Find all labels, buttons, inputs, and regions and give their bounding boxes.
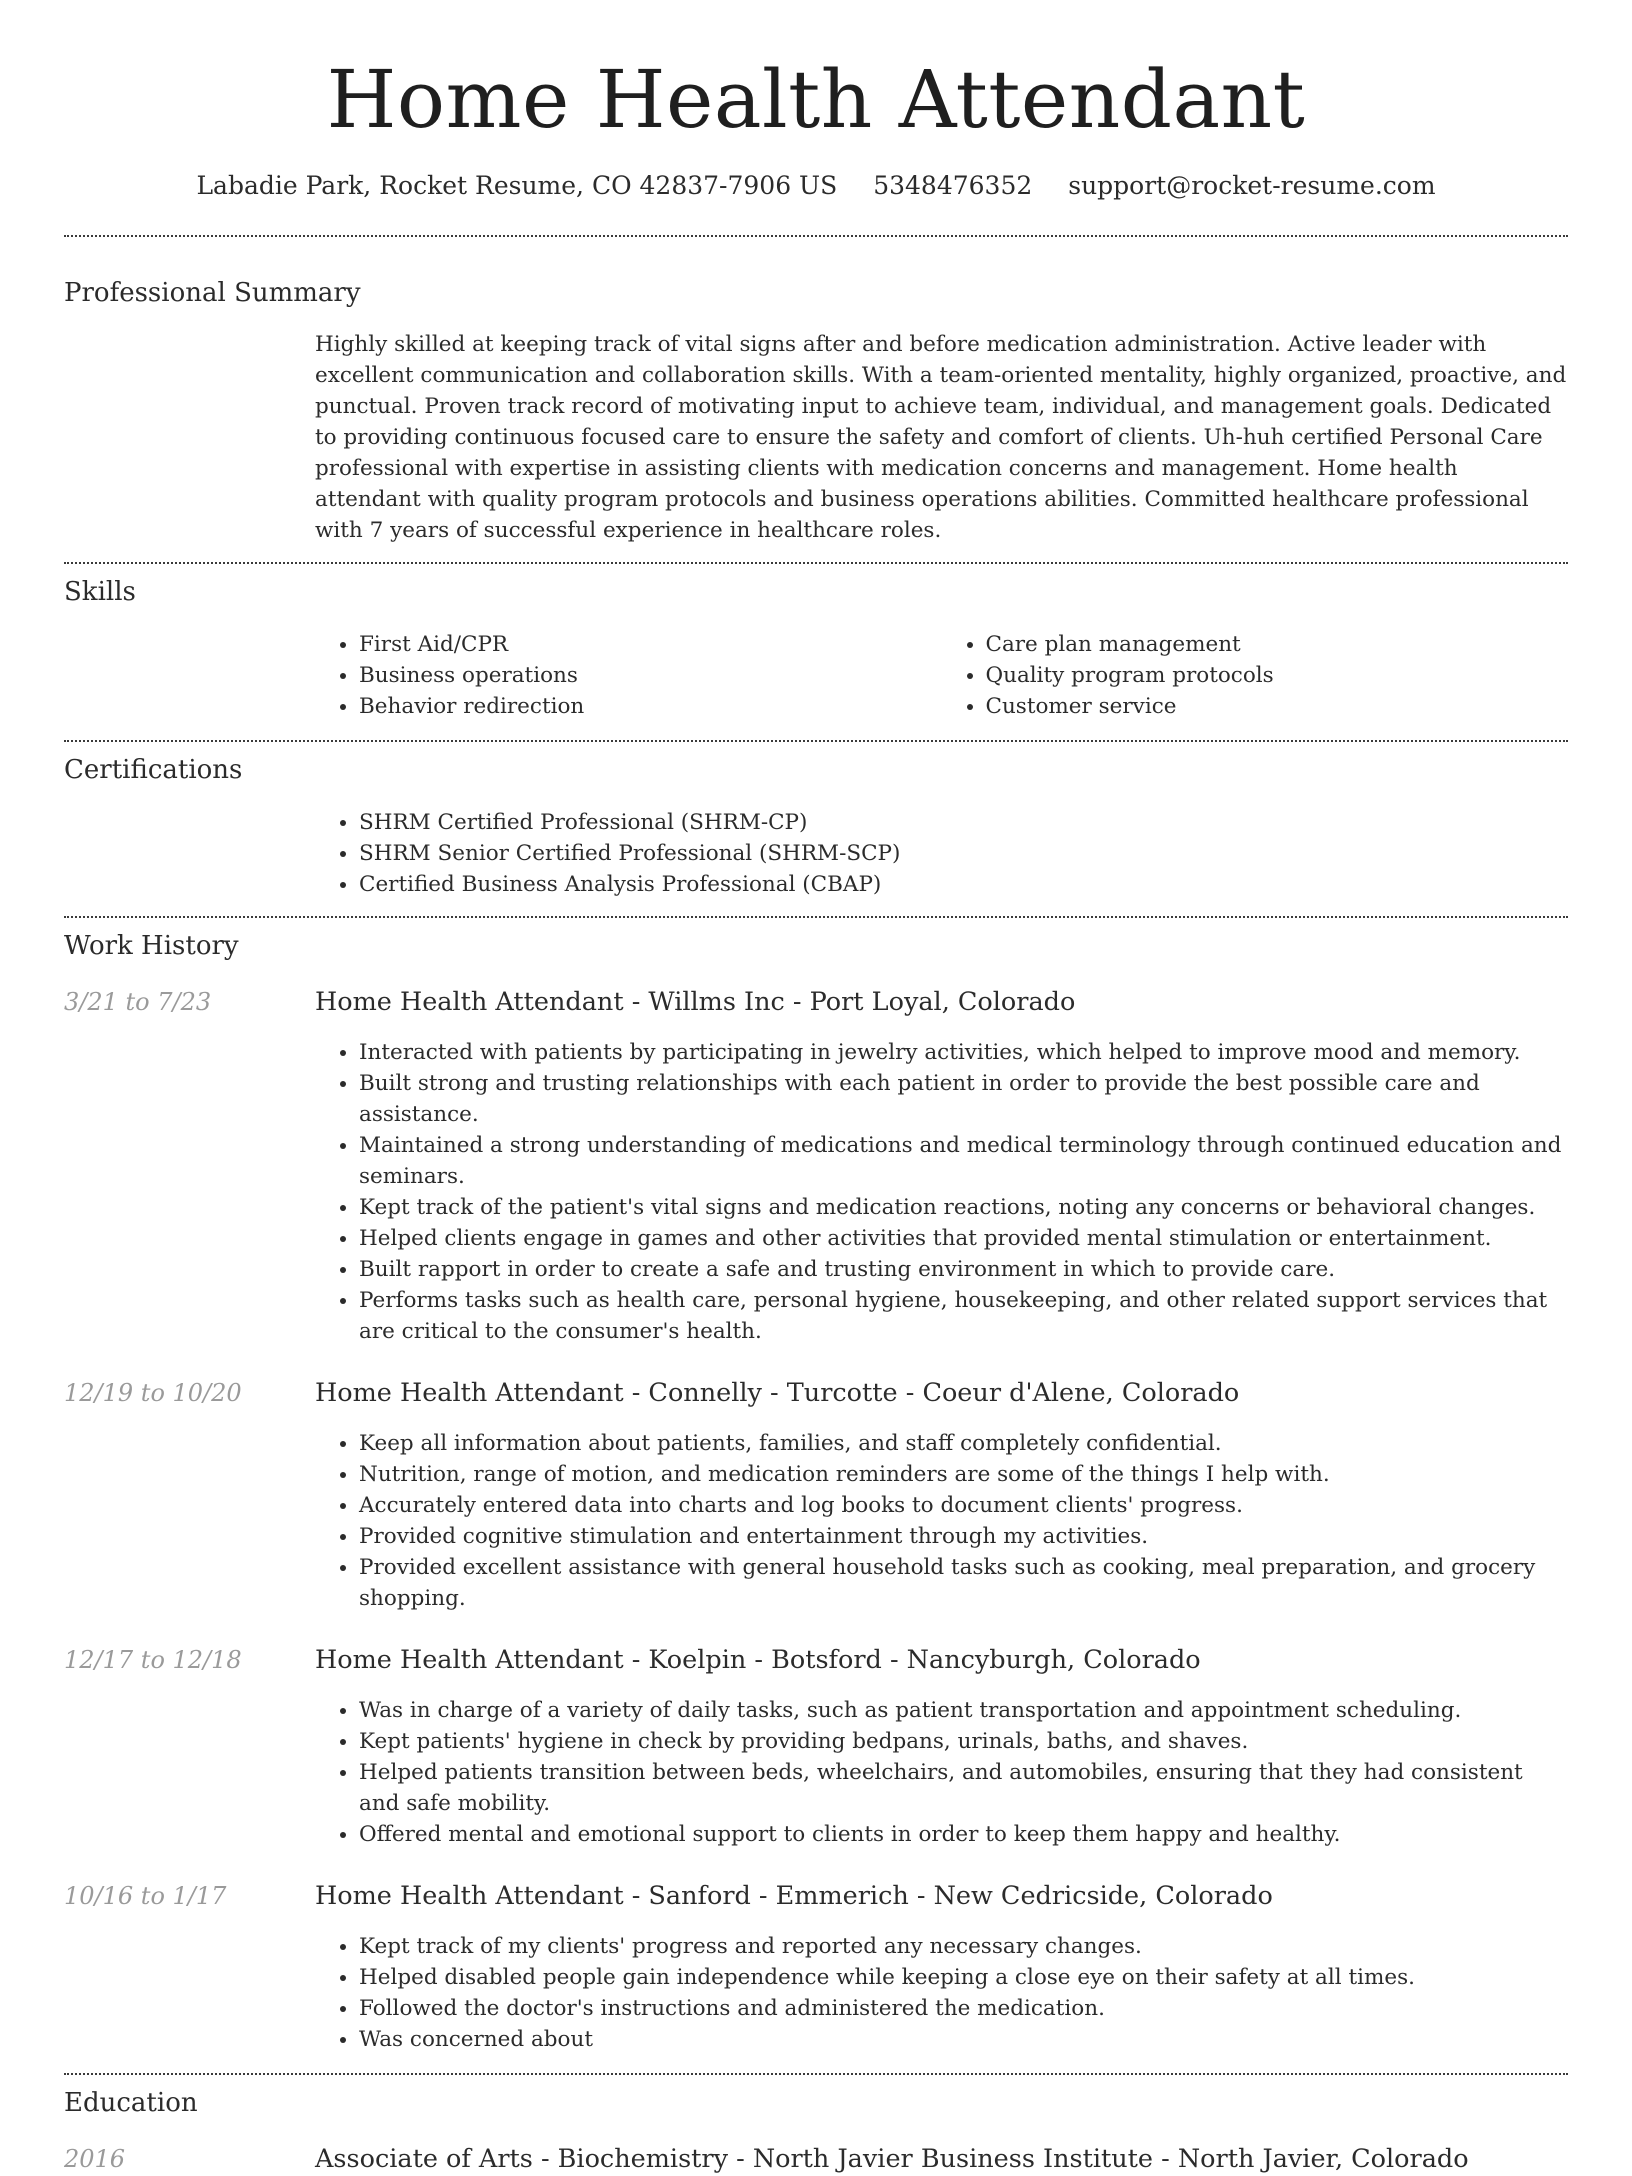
resume-page <box>64 0 1568 2176</box>
job-header <box>64 1644 1568 1677</box>
work-history-title: Work History <box>64 930 239 961</box>
summary-section <box>64 277 1568 547</box>
job-bullet: • Nutrition, range of motion, and medication reminders are some of the things I help with. <box>359 1459 1568 1490</box>
job-dates: 3/21 to 7/23 <box>64 987 212 1016</box>
job-dates: 12/19 to 10/20 <box>64 1378 242 1407</box>
job-bullets <box>315 1037 1568 1347</box>
work-history-section <box>64 930 1568 2055</box>
job-bullet: • Provided excellent assistance with general household tasks such as cooking, meal preparation, and grocery shopping. <box>359 1552 1568 1614</box>
skill-item: • Quality program protocols <box>986 660 1569 691</box>
job-bullet: • Maintained a strong understanding of medications and medical terminology through continued education and seminars. <box>359 1130 1568 1192</box>
certifications-list <box>315 807 1568 900</box>
skill-item: • Business operations <box>359 660 942 691</box>
summary-title: Professional Summary <box>64 277 361 308</box>
section-divider <box>64 916 1568 918</box>
summary-text: Highly skilled at keeping track of vital signs after and before medication administration. Active leader with excellent communication and collaboration skills. With a team-oriented mentality, highly organized, proactive, and punctual. Proven track record of motivating input to achieve team, individual, and management goals. Dedicated to providing continuous focused care to ensure the safety and comfort of clients. Uh-huh certified Personal Care professional with expertise in assisting clients with medication concerns and management. Home health attendant with quality program protocols and business operations abilities. Committed healthcare professional with 7 years of successful experience in healthcare roles. <box>315 332 1567 544</box>
job-bullet: • Keep all information about patients, families, and staff completely confidential. <box>359 1428 1568 1459</box>
job-bullet: • Helped disabled people gain independence while keeping a close eye on their safety at all times. <box>359 1962 1568 1993</box>
contact-line <box>64 170 1568 203</box>
job-bullet: • Built strong and trusting relationships with each patient in order to provide the best possible care and assistance. <box>359 1068 1568 1130</box>
education-title: Education <box>64 2088 198 2119</box>
section-divider <box>64 740 1568 742</box>
education-year: 2016 <box>64 2145 126 2174</box>
job-bullet: • Provided cognitive stimulation and entertainment through my activities. <box>359 1521 1568 1552</box>
job-bullet: • Kept track of my clients' progress and reported any necessary changes. <box>359 1931 1568 1962</box>
job-heading: Home Health Attendant - Koelpin - Botsford - Nancyburgh, Colorado <box>315 1644 1201 1675</box>
skills-title: Skills <box>64 577 136 608</box>
skills-section <box>64 576 1568 722</box>
job-bullet: • Offered mental and emotional support to clients in order to keep them happy and healthy. <box>359 1819 1568 1850</box>
job-heading: Home Health Attendant - Willms Inc - Port Loyal, Colorado <box>315 986 1076 1017</box>
job-bullet: • Helped clients engage in games and other activities that provided mental stimulation or entertainment. <box>359 1223 1568 1254</box>
contact-email: support@rocket-resume.com <box>1068 171 1436 200</box>
skill-item: • Care plan management <box>986 629 1569 660</box>
certification-item: • Certified Business Analysis Professional (CBAP) <box>359 869 1568 900</box>
job-bullet: • Accurately entered data into charts and log books to document clients' progress. <box>359 1490 1568 1521</box>
job-bullet: • Kept patients' hygiene in check by providing bedpans, urinals, baths, and shaves. <box>359 1726 1568 1757</box>
job-bullets <box>315 1695 1568 1850</box>
job-heading: Home Health Attendant - Connelly - Turcotte - Coeur d'Alene, Colorado <box>315 1377 1240 1408</box>
job-header <box>64 1880 1568 1913</box>
job-header <box>64 1377 1568 1410</box>
job-entry <box>64 1880 1568 2055</box>
section-divider <box>64 235 1568 237</box>
job-dates: 10/16 to 1/17 <box>64 1882 227 1911</box>
job-header <box>64 986 1568 1019</box>
certifications-title: Certifications <box>64 755 243 786</box>
certifications-section <box>64 754 1568 900</box>
contact-address: Labadie Park, Rocket Resume, CO 42837-7906 US <box>196 171 838 200</box>
job-dates: 12/17 to 12/18 <box>64 1645 242 1674</box>
skills-columns <box>315 629 1568 722</box>
job-bullet: • Was in charge of a variety of daily tasks, such as patient transportation and appointment scheduling. <box>359 1695 1568 1726</box>
job-bullet: • Was concerned about <box>359 2024 1568 2055</box>
job-bullet: • Kept track of the patient's vital signs and medication reactions, noting any concerns or behavioral changes. <box>359 1192 1568 1223</box>
job-bullet: • Interacted with patients by participating in jewelry activities, which helped to improve mood and memory. <box>359 1037 1568 1068</box>
job-bullet: • Performs tasks such as health care, personal hygiene, housekeeping, and other related support services that are critical to the consumer's health. <box>359 1285 1568 1347</box>
skill-item: • First Aid/CPR <box>359 629 942 660</box>
section-divider <box>64 2073 1568 2075</box>
certification-item: • SHRM Certified Professional (SHRM-CP) <box>359 807 1568 838</box>
resume-name: Home Health Attendant <box>326 53 1306 146</box>
skill-item: • Customer service <box>986 691 1569 722</box>
job-entry <box>64 1377 1568 1614</box>
job-entry <box>64 986 1568 1347</box>
section-divider <box>64 562 1568 564</box>
education-entry <box>64 2143 1568 2176</box>
certification-item: • SHRM Senior Certified Professional (SHRM-SCP) <box>359 838 1568 869</box>
job-entry <box>64 1644 1568 1850</box>
contact-phone: 5348476352 <box>873 171 1033 200</box>
job-heading: Home Health Attendant - Sanford - Emmerich - New Cedricside, Colorado <box>315 1881 1273 1912</box>
job-bullet: • Followed the doctor's instructions and administered the medication. <box>359 1993 1568 2024</box>
education-header <box>64 2143 1568 2176</box>
job-bullet: • Helped patients transition between beds, wheelchairs, and automobiles, ensuring that they had consistent and safe mobility. <box>359 1757 1568 1819</box>
skill-item: • Behavior redirection <box>359 691 942 722</box>
job-bullets <box>315 1428 1568 1614</box>
job-bullet: • Built rapport in order to create a safe and trusting environment in which to provide care. <box>359 1254 1568 1285</box>
skills-list-left <box>315 629 942 722</box>
skills-list-right <box>942 629 1569 722</box>
education-heading: Associate of Arts - Biochemistry - North Javier Business Institute - North Javier, Colorado <box>315 2144 1469 2175</box>
education-section <box>64 2087 1568 2176</box>
job-bullets <box>315 1931 1568 2055</box>
